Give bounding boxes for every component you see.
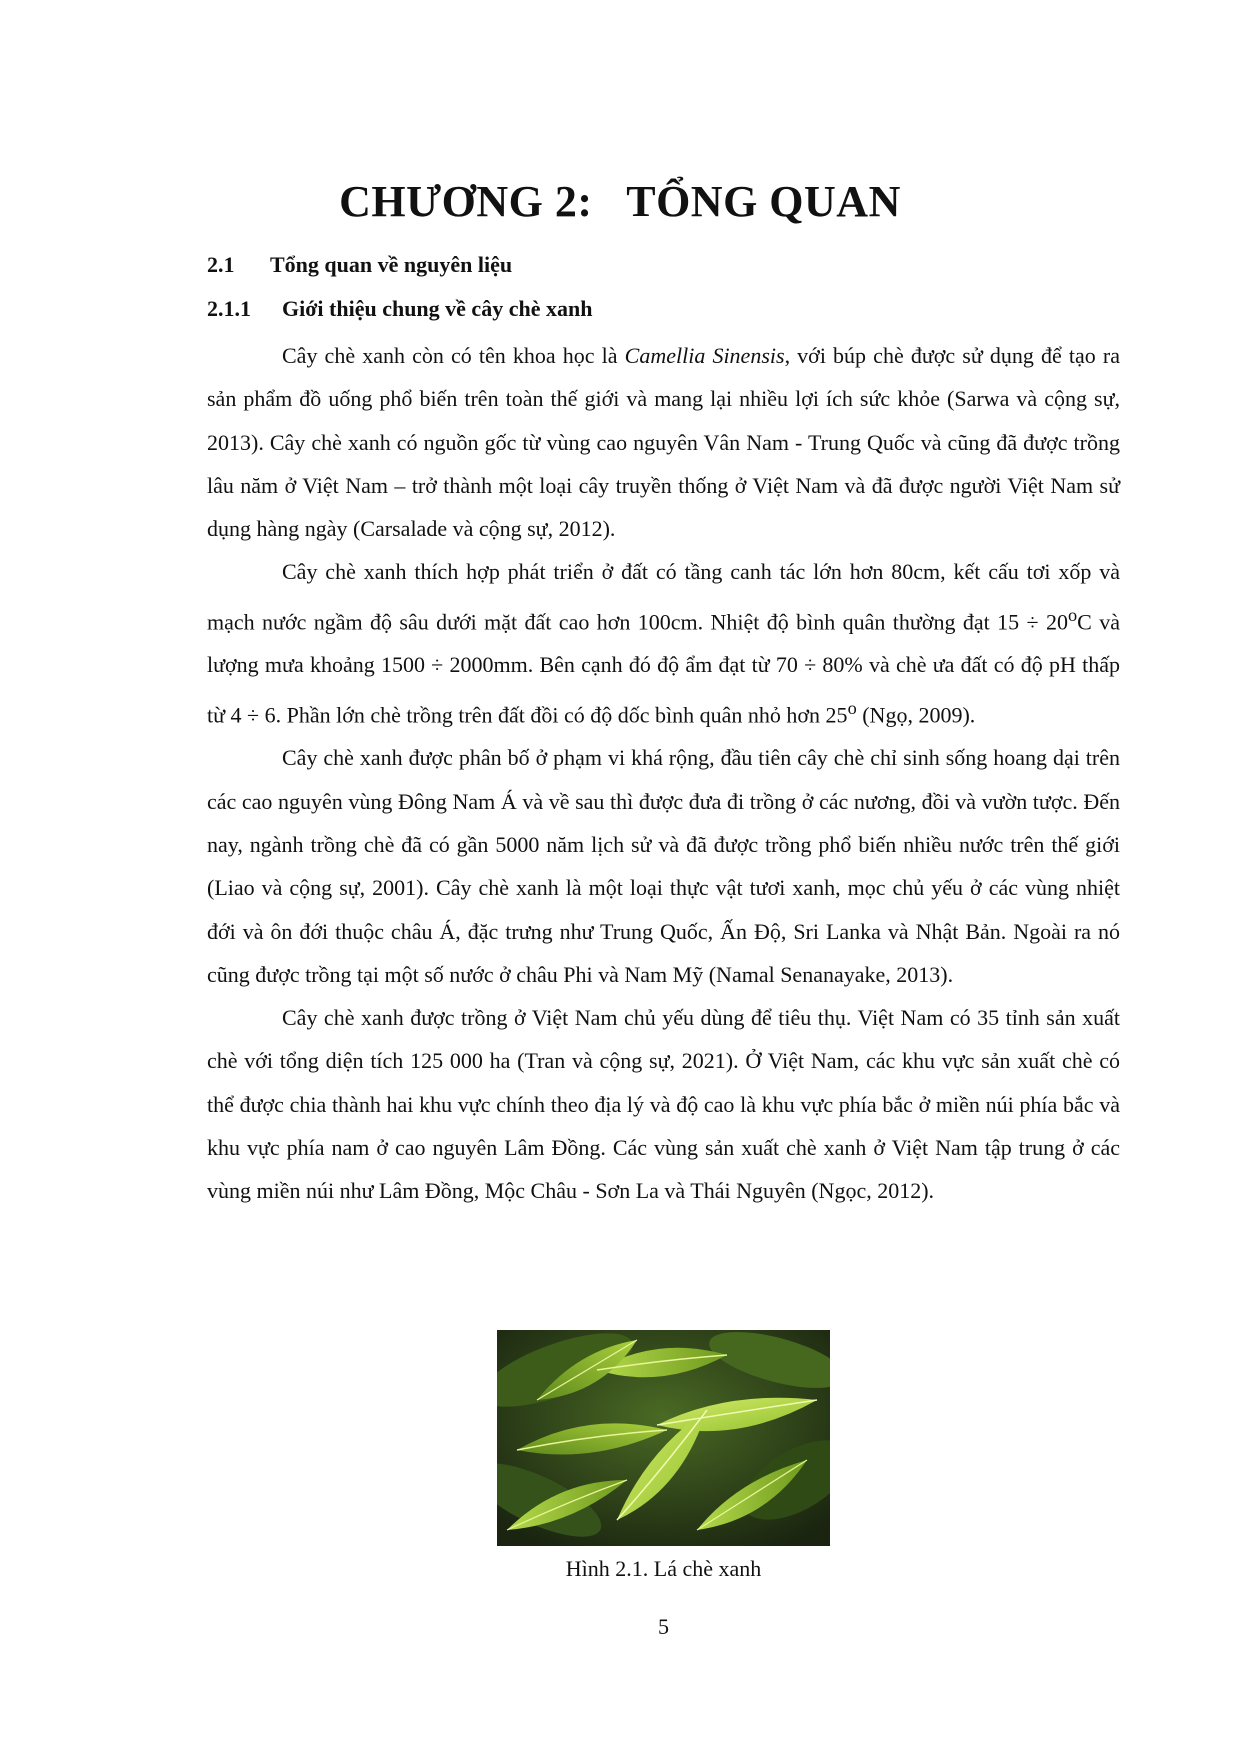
body-text <box>207 334 1120 1213</box>
paragraph-2-text-c: (Ngọ, 2009). <box>856 702 976 728</box>
degree-superscript: o <box>1067 604 1078 625</box>
tea-leaves-illustration <box>497 1330 830 1546</box>
paragraph-1 <box>207 334 1120 550</box>
scientific-name: Camellia Sinensis <box>624 343 785 368</box>
paragraph-2-text-a: Cây chè xanh thích hợp phát triển ở đất có tầng canh tác lớn hơn 80cm, kết cấu tơi xốp và mạch nước ngầm độ sâu dưới mặt đất cao hơn 100cm. Nhiệt độ bình quân thường đạt 15 ÷ 20 <box>207 559 1120 635</box>
paragraph-1-text-a: Cây chè xanh còn có tên khoa học là <box>282 343 625 368</box>
subsection-title: Giới thiệu chung về cây chè xanh <box>282 296 593 321</box>
paragraph-3: Cây chè xanh được phân bố ở phạm vi khá rộng, đầu tiên cây chè chỉ sinh sống hoang dại trên các cao nguyên vùng Đông Nam Á và về sau thì được đưa đi trồng ở các nương, đồi và vườn tược. Đến nay, ngành trồng chè đã có gần 5000 năm lịch sử và đã được trồng phổ biến nhiều nước trên thế giới (Liao và cộng sự, 2001). Cây chè xanh là một loại thực vật tươi xanh, mọc chủ yếu ở các vùng nhiệt đới và ôn đới thuộc châu Á, đặc trưng như Trung Quốc, Ấn Độ, Sri Lanka và Nhật Bản. Ngoài ra nó cũng được trồng tại một số nước ở châu Phi và Nam Mỹ (Namal Senanayake, 2013). <box>207 745 1120 987</box>
section-title: Tổng quan về nguyên liệu <box>270 252 513 277</box>
chapter-title: CHƯƠNG 2: TỔNG QUAN <box>339 177 901 226</box>
section-heading <box>207 252 512 278</box>
subsection-heading <box>207 296 592 322</box>
figure-caption: Hình 2.1. Lá chè xanh <box>565 1556 762 1581</box>
section-number: 2.1 <box>207 252 235 277</box>
degree-superscript: o <box>847 697 857 718</box>
paragraph-4: Cây chè xanh được trồng ở Việt Nam chủ yếu dùng để tiêu thụ. Việt Nam có 35 tỉnh sản xuất chè với tổng diện tích 125 000 ha (Tran và cộng sự, 2021). Ở Việt Nam, các khu vực sản xuất chè có thể được chia thành hai khu vực chính theo địa lý và độ cao là khu vực phía bắc ở miền núi phía bắc và khu vực phía nam ở cao nguyên Lâm Đồng. Các vùng sản xuất chè xanh ở Việt Nam tập trung ở các vùng miền núi như Lâm Đồng, Mộc Châu - Sơn La và Thái Nguyên (Ngọc, 2012). <box>207 1005 1120 1204</box>
paragraph-2 <box>207 550 1120 736</box>
tea-leaves-photo <box>497 1330 830 1546</box>
paragraph-1-text-b: , với búp chè được sử dụng để tạo ra sản phẩm đồ uống phổ biến trên toàn thế giới và mang lại nhiều lợi ích sức khỏe (Sarwa và cộng sự, 2013). Cây chè xanh có nguồn gốc từ vùng cao nguyên Vân Nam - Trung Quốc và cũng đã được trồng lâu năm ở Việt Nam – trở thành một loại cây truyền thống ở Việt Nam và đã được người Việt Nam sử dụng hàng ngày (Carsalade và cộng sự, 2012). <box>207 343 1120 542</box>
page-number: 5 <box>658 1614 669 1639</box>
subsection-number: 2.1.1 <box>207 296 251 321</box>
paragraph-2-text-b: C và lượng mưa khoảng 1500 ÷ 2000mm. Bên cạnh đó độ ẩm đạt từ 70 ÷ 80% và chè ưa đất có độ pH thấp từ 4 ÷ 6. Phần lớn chè trồng trên đất đồi có độ dốc bình quân nhỏ hơn 25 <box>207 609 1120 728</box>
